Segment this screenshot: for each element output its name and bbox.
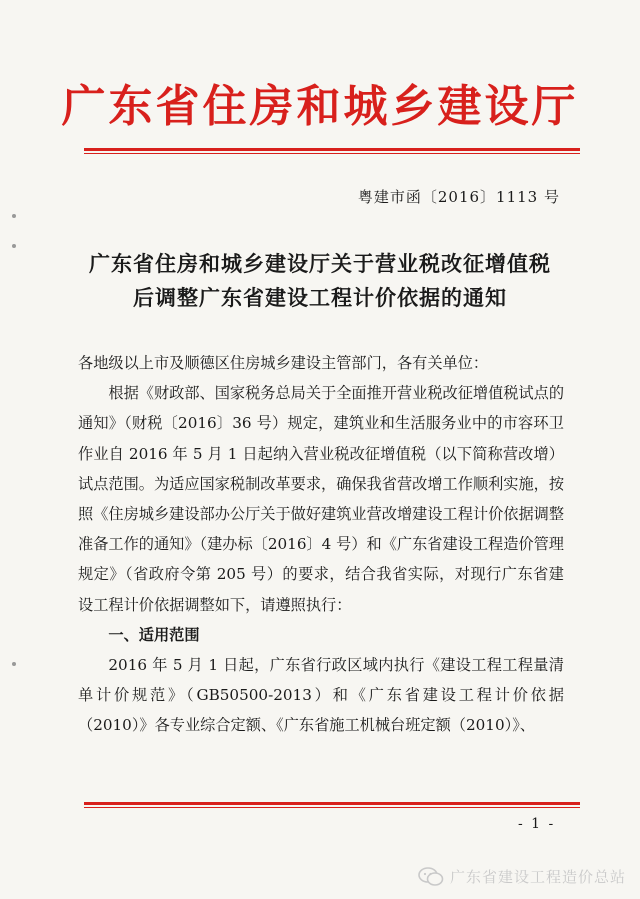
header-red-rule bbox=[84, 148, 580, 151]
document-number: 粤建市函〔2016〕1113 号 bbox=[357, 188, 560, 206]
notice-title bbox=[60, 247, 580, 315]
notice-title-line: 后调整广东省建设工程计价依据的通知 bbox=[133, 285, 507, 310]
page-number: - 1 - bbox=[518, 816, 556, 832]
header-red-rule-thin bbox=[84, 153, 580, 154]
document-body bbox=[78, 348, 564, 741]
section-heading: 一、适用范围 bbox=[108, 625, 200, 644]
addressee: 各地级以上市及顺德区住房城乡建设主管部门，各有关单位： bbox=[78, 354, 489, 372]
margin-mark bbox=[12, 214, 16, 218]
wechat-icon bbox=[418, 867, 444, 887]
margin-mark bbox=[12, 244, 16, 248]
issuer-header: 广东省住房和城乡建设厅 bbox=[61, 81, 579, 132]
watermark-text: 广东省建设工程造价总站 bbox=[449, 868, 626, 886]
margin-mark bbox=[12, 662, 16, 666]
body-paragraph: 2016 年 5 月 1 日起，广东省行政区域内执行《建设工程工程量清单计价规范》（GB50500-2013）和《广东省建设工程计价依据（2010）》各专业综合定额、《广东省施工机械台班定额（2010）》、 bbox=[78, 656, 564, 735]
footer-red-rule bbox=[84, 802, 580, 805]
notice-title-line: 广东省住房和城乡建设厅关于营业税改征增值税 bbox=[89, 251, 551, 276]
watermark bbox=[418, 866, 626, 887]
footer-red-rule-thin bbox=[84, 807, 580, 808]
body-paragraph: 根据《财政部、国家税务总局关于全面推开营业税改征增值税试点的通知》（财税〔2016〕36 号）规定，建筑业和生活服务业中的市容环卫作业自 2016 年 5 月 1 日起纳入营业税改征增值税（以下简称营改增）试点范围。为适应国家税制改革要求，确保我省营改增工作顺利实施，按照《住房城乡建设部办公厅关于做好建筑业营改增建设工程计价依据调整准备工作的通知》（建办标〔2016〕4 号）和《广东省建设工程造价管理规定》（省政府令第 205 号）的要求，结合我省实际，对现行广东省建设工程计价依据调整如下，请遵照执行： bbox=[78, 384, 565, 614]
